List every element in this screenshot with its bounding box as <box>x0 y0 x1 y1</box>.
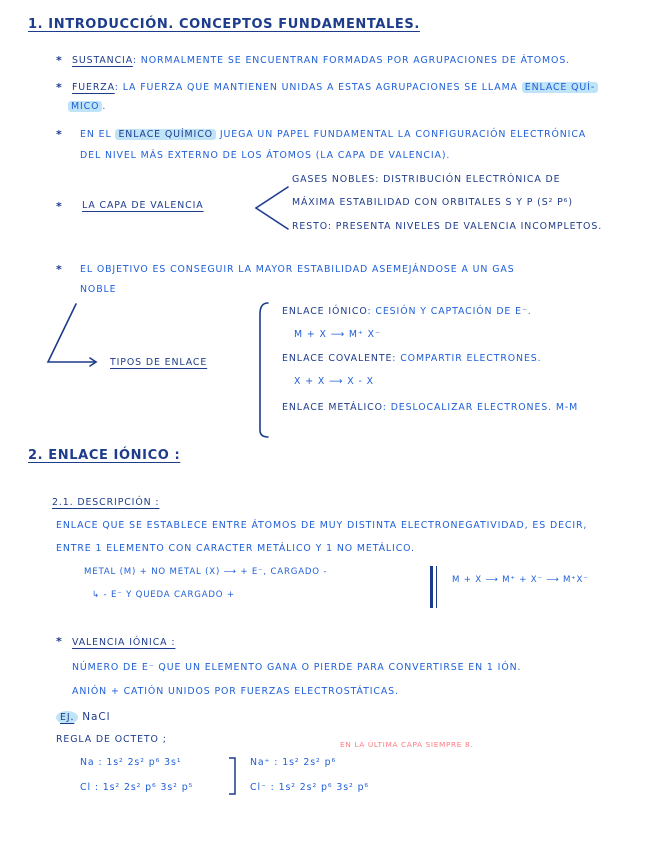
red-note: EN LA ÚLTIMA CAPA SIEMPRE 8. <box>340 740 474 749</box>
sub1-title: 2.1. DESCRIPCIÓN : <box>52 497 160 508</box>
bracket-icon <box>226 755 240 797</box>
gases-line1: GASES NOBLES: DISTRIBUCIÓN ELECTRÓNICA DE <box>292 174 561 185</box>
desc-line2: ENTRE 1 ELEMENTO CON CARACTER METÁLICO Y 1 NO METÁLICO. <box>56 543 415 554</box>
bullet-fuerza <box>72 82 598 93</box>
metalico-line <box>282 402 578 413</box>
val-line1: NÚMERO DE E⁻ QUE UN ELEMENTO GANA O PIERDE PARA CONVERTIRSE EN 1 IÓN. <box>72 662 522 673</box>
ionico-text: : CESIÓN Y CAPTACIÓN DE E⁻. <box>367 306 532 317</box>
reaction-line: M + X ⟶ M⁺ + X⁻ ⟶ M⁺X⁻ <box>452 575 589 585</box>
ionico-line <box>282 306 532 317</box>
covalente-label: ENLACE COVALENTE <box>282 353 393 364</box>
highlight-enlace-quimico-2: ENLACE QUÍMICO <box>115 129 215 140</box>
bullet-enlace <box>80 129 586 140</box>
objetivo-line1: EL OBJETIVO ES CONSEGUIR LA MAYOR ESTABILIDAD ASEMEJÁNDOSE A UN GAS <box>80 264 515 275</box>
ej-compound: NaCl <box>82 711 111 723</box>
na-config: Na : 1s² 2s² p⁶ 3s¹ <box>80 757 182 768</box>
val-line2: ANIÓN + CATIÓN UNIDOS POR FUERZAS ELECTROSTÁTICAS. <box>72 686 399 697</box>
highlight-mico: MICO <box>68 101 102 112</box>
brace-icon <box>252 300 274 440</box>
covalente-line <box>282 353 542 364</box>
desc-line1: ENLACE QUE SE ESTABLECE ENTRE ÁTOMOS DE MUY DISTINTA ELECTRONEGATIVIDAD, ES DECIR, <box>56 520 588 531</box>
angle-bracket-icon <box>250 183 292 233</box>
bullet-icon: * <box>56 54 62 67</box>
regla-octeto: REGLA DE OCTETO ; <box>56 734 167 745</box>
bullet-sustancia <box>72 55 570 66</box>
sustancia-text: : NORMALMENTE SE ENCUENTRAN FORMADAS POR AGRUPACIONES DE ÁTOMOS. <box>132 55 571 66</box>
bullet-icon: * <box>56 635 62 648</box>
b3-pre: EN EL <box>80 129 112 140</box>
section2-title: 2. ENLACE IÓNICO : <box>28 448 181 463</box>
resto-line: RESTO: PRESENTA NIVELES DE VALENCIA INCOMPLETOS. <box>292 221 603 232</box>
sustancia-label: SUSTANCIA <box>72 55 133 66</box>
highlight-enlace-quimico: ENLACE QUÍ- <box>522 82 598 93</box>
fuerza-line2 <box>68 101 106 112</box>
na-ion-config: Na⁺ : 1s² 2s² p⁶ <box>250 757 337 768</box>
divider-bar-thin <box>436 566 437 608</box>
metal-line: METAL (M) + NO METAL (X) ⟶ + E⁻, CARGADO - <box>84 567 328 577</box>
metalico-text: : DESLOCALIZAR ELECTRONES. M-M <box>382 402 579 413</box>
ionico-eq: M + X ⟶ M⁺ X⁻ <box>294 329 381 340</box>
valencia-label: LA CAPA DE VALENCIA <box>82 200 204 211</box>
ejemplo-line <box>56 711 110 723</box>
b3-line2: DEL NIVEL MÁS EXTERNO DE LOS ÁTOMOS (LA CAPA DE VALENCIA). <box>80 150 451 161</box>
objetivo-line2: NOBLE <box>80 284 117 295</box>
fuerza-end: . <box>102 101 107 112</box>
gases-line2: MÁXIMA ESTABILIDAD CON ORBITALES S Y P (S² P⁶) <box>292 197 573 208</box>
fuerza-text: : LA FUERZA QUE MANTIENEN UNIDAS A ESTAS AGRUPACIONES SE LLAMA <box>114 82 518 93</box>
covalente-text: : COMPARTIR ELECTRONES. <box>392 353 542 364</box>
fuerza-label: FUERZA <box>72 82 115 93</box>
b3-text: JUEGA UN PAPEL FUNDAMENTAL LA CONFIGURACIÓN ELECTRÓNICA <box>219 129 587 140</box>
bullet-icon: * <box>56 200 62 213</box>
tipos-label: TIPOS DE ENLACE <box>110 357 208 368</box>
metalico-label: ENLACE METÁLICO <box>282 402 383 413</box>
bullet-icon: * <box>56 263 62 276</box>
cl-config: Cl : 1s² 2s² p⁶ 3s² p⁵ <box>80 782 194 793</box>
ionico-label: ENLACE IÓNICO <box>282 306 368 317</box>
section1-title: 1. INTRODUCCIÓN. CONCEPTOS FUNDAMENTALES. <box>28 17 420 32</box>
metal-line2: ↳ - E⁻ Y QUEDA CARGADO + <box>92 590 235 600</box>
ej-tag: EJ. <box>56 711 78 724</box>
bullet-icon: * <box>56 81 62 94</box>
bullet-icon: * <box>56 128 62 141</box>
valencia-ionica-title: VALENCIA IÓNICA : <box>72 637 176 648</box>
arrow-icon <box>42 300 102 370</box>
divider-bar <box>430 566 433 608</box>
cl-ion-config: Cl⁻ : 1s² 2s² p⁶ 3s² p⁶ <box>250 782 370 793</box>
covalente-eq: X + X ⟶ X - X <box>294 376 374 387</box>
